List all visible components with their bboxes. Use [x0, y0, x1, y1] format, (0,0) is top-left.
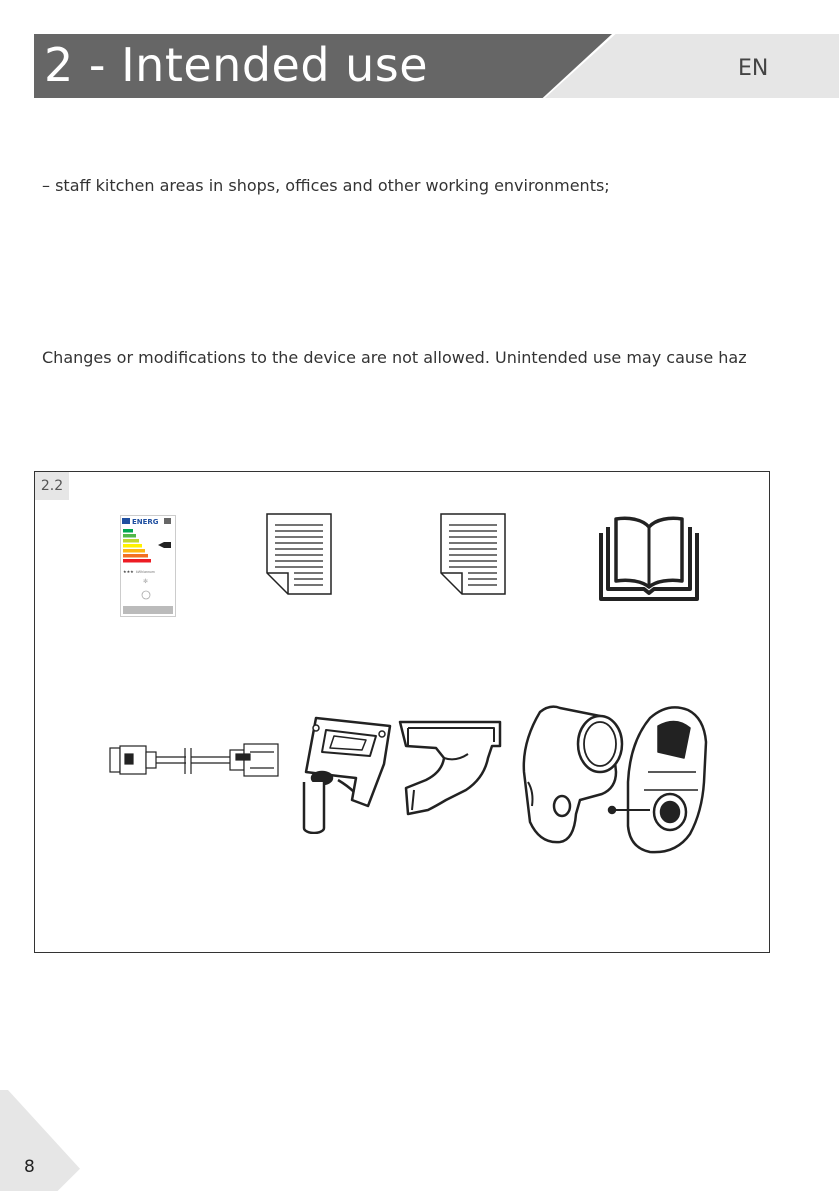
page-number: 8: [24, 1157, 35, 1177]
page-title: 2 - Intended use: [44, 38, 429, 92]
usage-bullet-text: – staff kitchen areas in shops, offices and other working environments;: [42, 176, 610, 195]
energy-label-title: ENERG: [132, 518, 159, 526]
door-hinge-parts-icon: [520, 702, 745, 858]
svg-text:✻: ✻: [143, 579, 149, 585]
document-icon: [266, 513, 332, 595]
page-corner: [0, 1090, 80, 1191]
svg-text:★★★: ★★★: [123, 569, 134, 574]
figure-label: 2.2: [35, 472, 69, 500]
cable-icon: [108, 738, 280, 780]
modification-warning-text: Changes or modifications to the device are not allowed. Unintended use may cause haz: [42, 348, 747, 367]
hinge-cover-icon: [396, 718, 506, 818]
language-label: EN: [738, 56, 769, 81]
energy-label-icon: [120, 515, 176, 617]
svg-text:kWh/annum: kWh/annum: [136, 570, 155, 574]
document-icon: [440, 513, 506, 595]
hinge-bracket-icon: [298, 716, 398, 834]
user-manual-icon: [598, 515, 700, 601]
